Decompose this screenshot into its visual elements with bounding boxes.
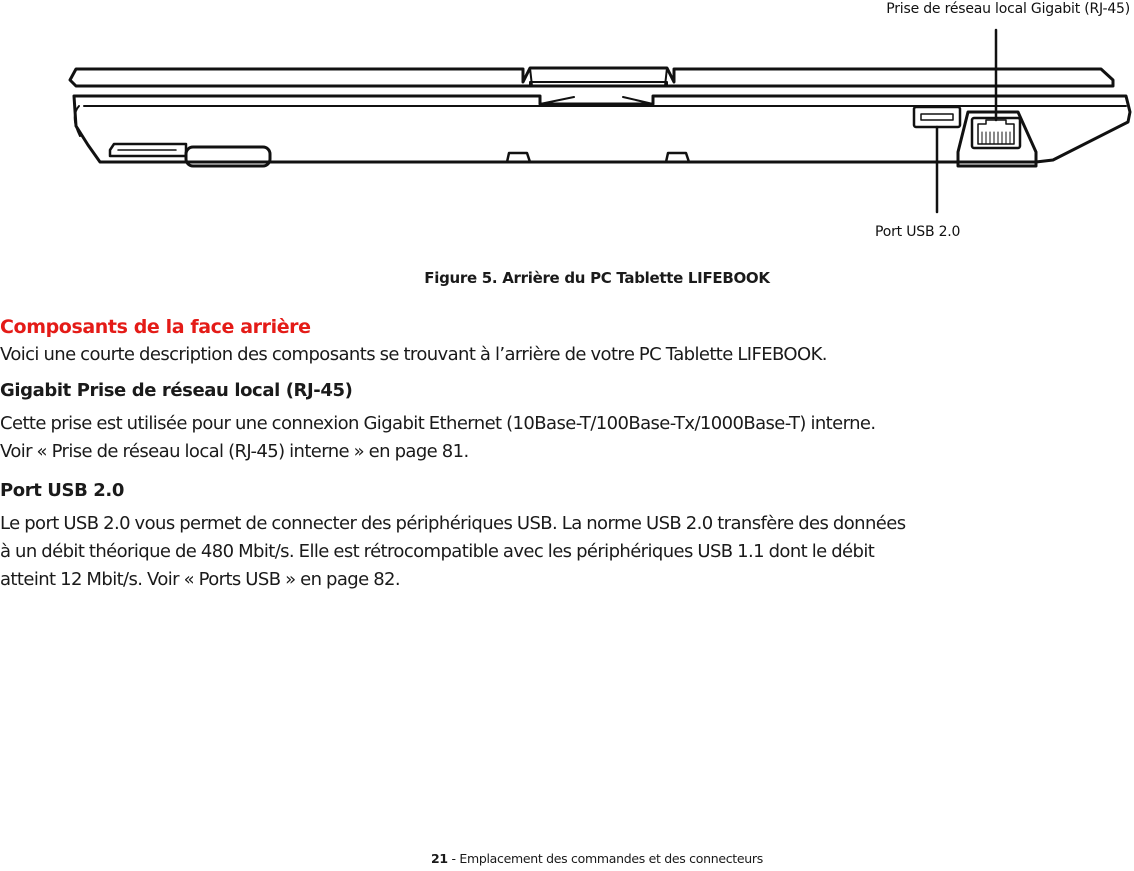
hinge-block [530, 68, 667, 86]
laptop-lid-outline [70, 68, 1113, 86]
usb-desc-line: à un débit théorique de 480 Mbit/s. Elle est rétrocompatible avec les périphériques USB 1.1 dont le débit [0, 541, 875, 562]
rj45-description [0, 410, 1130, 466]
usb-callout-label: Port USB 2.0 [875, 224, 961, 240]
page-number: 21 [431, 851, 448, 866]
figure-caption: Figure 5. Arrière du PC Tablette LIFEBOOK [424, 269, 770, 287]
rj45-heading: Gigabit Prise de réseau local (RJ-45) [0, 380, 353, 401]
main-content [0, 313, 1130, 594]
usb-desc-line: atteint 12 Mbit/s. Voir « Ports USB » en page 82. [0, 569, 401, 590]
rj45-desc-line: Cette prise est utilisée pour une connexion Gigabit Ethernet (10Base-T/100Base-Tx/1000Base-T) interne. [0, 413, 876, 434]
laptop-rear-illustration [0, 0, 1134, 260]
usb-description [0, 510, 1130, 594]
laptop-rear-figure [0, 0, 1134, 260]
section-intro: Voici une courte description des composants se trouvant à l’arrière de votre PC Tablette LIFEBOOK. [0, 344, 827, 365]
rj45-callout-label: Prise de réseau local Gigabit (RJ-45) [886, 1, 1130, 17]
footer-text: - Emplacement des commandes et des connecteurs [447, 851, 763, 866]
usb-desc-line: Le port USB 2.0 vous permet de connecter des périphériques USB. La norme USB 2.0 transfère des données [0, 513, 906, 534]
usb-heading: Port USB 2.0 [0, 480, 124, 501]
section-title: Composants de la face arrière [0, 316, 311, 338]
page-footer [0, 851, 1134, 866]
rj45-desc-line: Voir « Prise de réseau local (RJ-45) interne » en page 81. [0, 441, 469, 462]
